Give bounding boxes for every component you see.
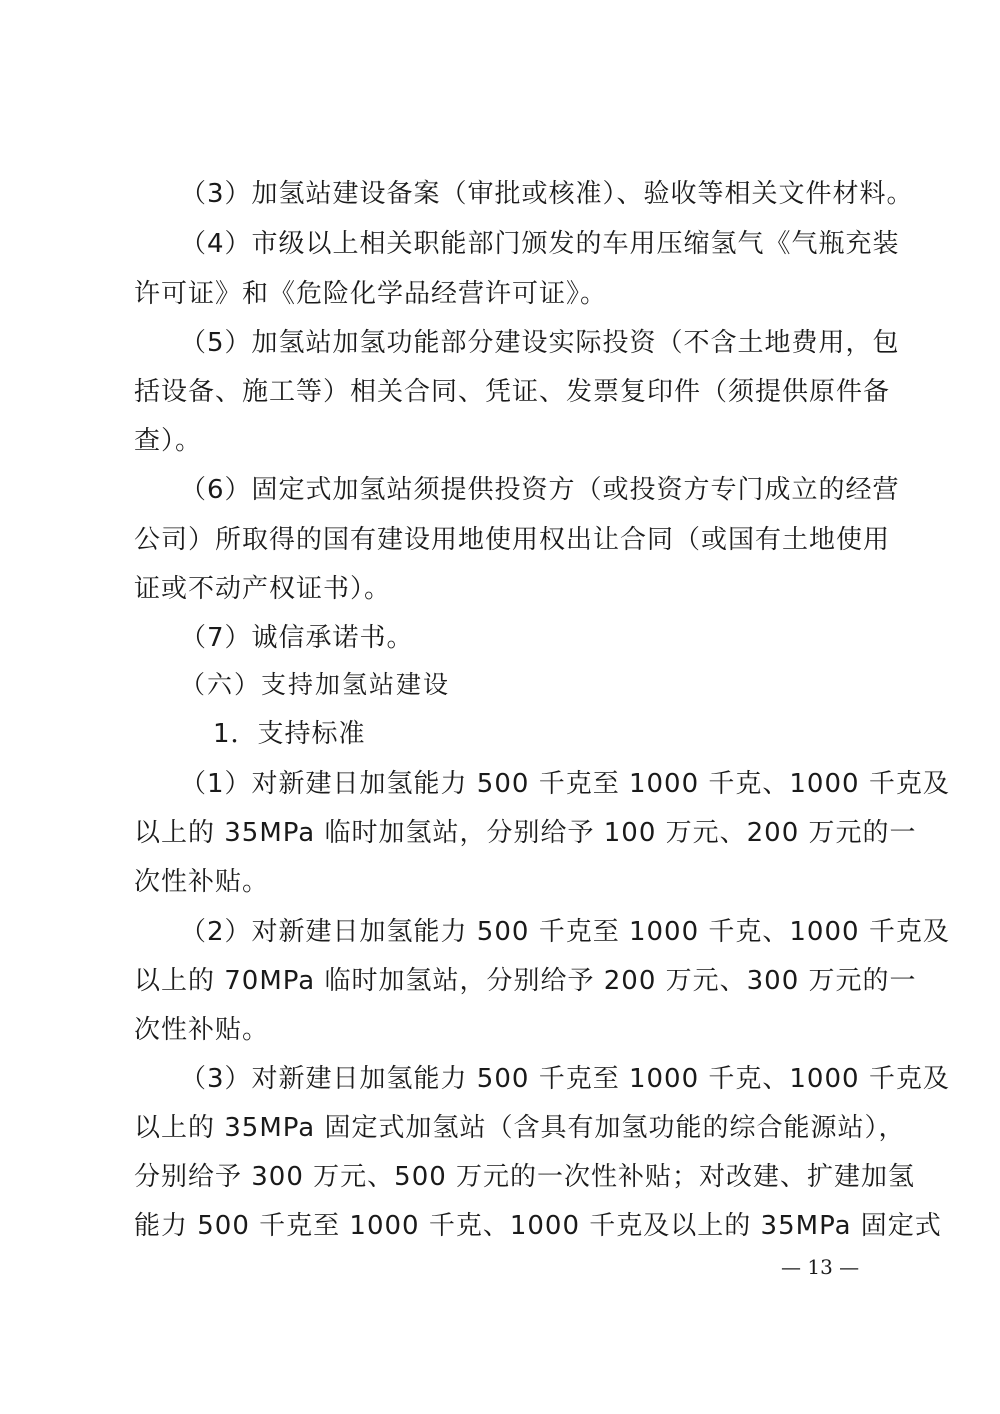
standard-item-3-line-2: 以上的 35MPa 固定式加氢站（含具有加氢功能的综合能源站）， [134, 1113, 906, 1143]
paragraph-item-4-line-1: （4）市级以上相关职能部门颁发的车用压缩氢气《气瓶充装 [180, 229, 900, 259]
standard-item-3-line-3: 分别给予 300 万元、500 万元的一次性补贴；对改建、扩建加氢 [134, 1162, 916, 1192]
subheading-support-standard: 1．支持标准 [213, 719, 366, 749]
standard-item-1-line-2: 以上的 35MPa 临时加氢站，分别给予 100 万元、200 万元的一 [134, 818, 917, 848]
standard-item-2-line-2: 以上的 70MPa 临时加氢站，分别给予 200 万元、300 万元的一 [134, 966, 917, 996]
standard-item-2-line-3: 次性补贴。 [134, 1015, 270, 1045]
paragraph-item-5-line-3: 查）。 [134, 426, 203, 456]
section-heading-support-hydrogen-station: （六）支持加氢站建设 [180, 670, 451, 699]
paragraph-item-5-line-1: （5）加氢站加氢功能部分建设实际投资（不含土地费用，包 [180, 328, 900, 358]
paragraph-item-7: （7）诚信承诺书。 [180, 623, 414, 653]
standard-item-1-line-1: （1）对新建日加氢能力 500 千克至 1000 千克、1000 千克及 [180, 769, 950, 799]
paragraph-item-6-line-2: 公司）所取得的国有建设用地使用权出让合同（或国有土地使用 [134, 525, 891, 555]
standard-item-1-line-3: 次性补贴。 [134, 867, 270, 897]
paragraph-item-6-line-1: （6）固定式加氢站须提供投资方（或投资方专门成立的经营 [180, 475, 900, 505]
paragraph-item-4-line-2: 许可证》和《危险化学品经营许可证》。 [134, 279, 608, 309]
standard-item-3-line-4: 能力 500 千克至 1000 千克、1000 千克及以上的 35MPa 固定式 [134, 1211, 942, 1241]
paragraph-item-6-line-3: 证或不动产权证书）。 [134, 574, 392, 604]
paragraph-item-3-line-1: （3）加氢站建设备案（审批或核准）、验收等相关文件材料。 [180, 179, 914, 209]
standard-item-2-line-1: （2）对新建日加氢能力 500 千克至 1000 千克、1000 千克及 [180, 917, 950, 947]
page-number: — 13 — [781, 1255, 860, 1279]
standard-item-3-line-1: （3）对新建日加氢能力 500 千克至 1000 千克、1000 千克及 [180, 1064, 950, 1094]
paragraph-item-5-line-2: 括设备、施工等）相关合同、凭证、发票复印件（须提供原件备 [134, 377, 891, 407]
